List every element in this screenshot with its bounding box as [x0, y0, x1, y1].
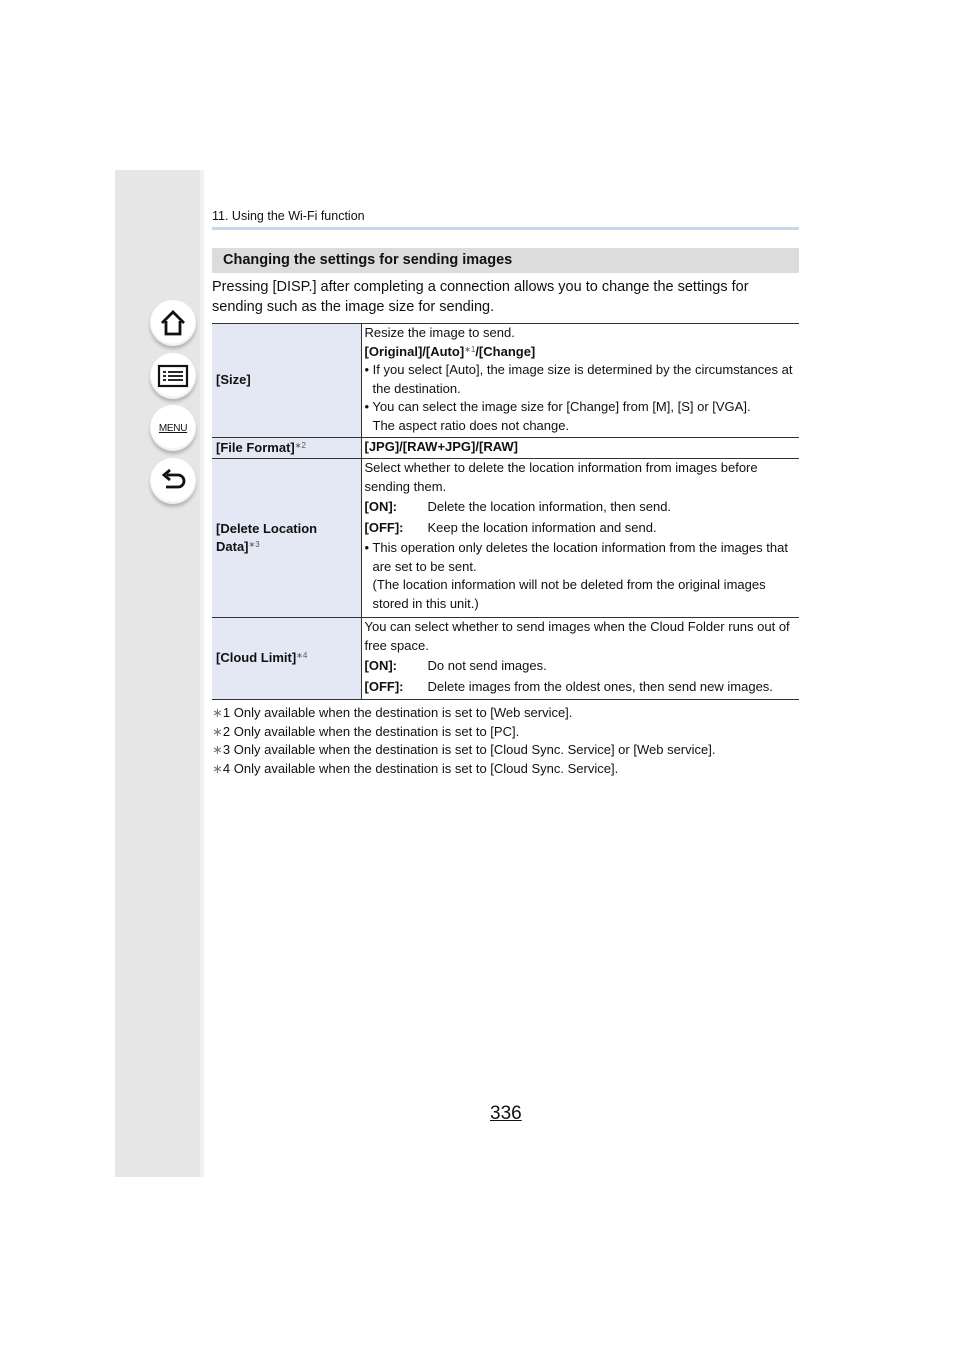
side-navigation-edge	[200, 170, 204, 1177]
menu-button[interactable]	[150, 405, 196, 451]
size-label-cell	[212, 324, 361, 438]
file-format-mark: ∗2	[294, 440, 306, 450]
footnote-2-mark: ∗	[212, 723, 223, 739]
size-options-a: [Original]/[Auto]	[364, 343, 465, 359]
size-options-b: /[Change]	[475, 343, 536, 359]
contents-button[interactable]	[150, 353, 196, 399]
table-row-size	[212, 324, 799, 438]
delete-location-off-option	[365, 519, 797, 538]
cloud-limit-label: [Cloud Limit]	[216, 650, 297, 666]
footnote-3-text: 3 Only available when the destination is set to [Cloud Sync. Service] or [Web service].	[222, 742, 716, 757]
size-label: [Size]	[216, 372, 251, 388]
footnote-1-mark: ∗	[212, 705, 223, 720]
return-arrow-icon	[158, 466, 188, 496]
cloud-limit-off-value: Delete images from the oldest ones, then send new images.	[427, 678, 773, 694]
cloud-limit-mark: ∗4	[296, 651, 308, 661]
delete-location-on-key: [ON]:	[364, 499, 397, 514]
header-rule	[212, 227, 799, 230]
size-bullet1: • If you select [Auto], the image size is determined by the circumstances at the destination.	[364, 362, 793, 396]
footnote-4	[212, 760, 799, 779]
footnote-1	[212, 704, 799, 723]
footnote-1-text: 1 Only available when the destination is set to [Web service].	[222, 705, 573, 720]
file-format-options: [JPG]/[RAW+JPG]/[RAW]	[361, 438, 799, 459]
menu-label: MENU	[158, 422, 188, 434]
delete-location-bullet1-cont: (The location information will not be deleted from the original images stored in this unit.)	[372, 577, 766, 611]
delete-location-on-value: Delete the location information, then send.	[427, 499, 672, 514]
footnotes	[212, 704, 799, 778]
cloud-limit-off-option	[365, 678, 797, 697]
delete-location-label: [Delete Location Data]	[216, 520, 318, 554]
size-options-mark: ∗1	[464, 344, 476, 354]
delete-location-on-option	[365, 498, 797, 517]
table-row-delete-location	[212, 459, 799, 618]
delete-location-bullet1: • This operation only deletes the location information from the images that are set to be sent.	[364, 540, 788, 574]
table-row-cloud-limit	[212, 618, 799, 700]
delete-location-label-cell	[212, 459, 361, 618]
delete-location-mark: ∗3	[248, 540, 260, 549]
size-desc-cell	[361, 324, 799, 438]
file-format-label-cell	[212, 438, 361, 459]
cloud-limit-label-cell	[212, 618, 361, 700]
intro-paragraph: Pressing [DISP.] after completing a connection allows you to change the settings for sending such as the image size for sending.	[212, 279, 749, 315]
cloud-limit-on-value: Do not send images.	[427, 658, 547, 673]
delete-location-line1: Select whether to delete the location information from images before sending them.	[364, 460, 758, 494]
footnote-4-mark: ∗	[212, 760, 223, 776]
back-button[interactable]	[150, 458, 196, 504]
footnote-3	[212, 741, 799, 760]
footnote-2	[212, 723, 799, 742]
home-icon	[158, 308, 188, 338]
list-icon	[157, 364, 189, 388]
size-options	[365, 343, 797, 362]
settings-table	[212, 323, 799, 700]
cloud-limit-line1: You can select whether to send images when the Cloud Folder runs out of free space.	[364, 619, 790, 653]
cloud-limit-on-option	[365, 657, 797, 676]
section-title: Changing the settings for sending images	[212, 248, 799, 273]
page-number: 336	[490, 1103, 522, 1124]
file-format-label: [File Format]	[216, 439, 295, 455]
size-bullet2-cont: The aspect ratio does not change.	[372, 417, 570, 433]
home-button[interactable]	[150, 300, 196, 346]
cloud-limit-on-key: [ON]:	[364, 658, 397, 673]
footnote-3-mark: ∗	[212, 742, 223, 757]
footnote-2-text: 2 Only available when the destination is set to [PC].	[222, 723, 520, 739]
delete-location-desc-cell	[361, 459, 799, 618]
size-line1: Resize the image to send.	[364, 325, 515, 340]
chapter-header: 11. Using the Wi-Fi function	[212, 209, 365, 223]
table-row-file-format	[212, 438, 799, 459]
cloud-limit-off-key: [OFF]:	[364, 678, 404, 694]
delete-location-off-key: [OFF]:	[364, 519, 404, 535]
footnote-4-text: 4 Only available when the destination is set to [Cloud Sync. Service].	[222, 760, 619, 776]
cloud-limit-desc-cell	[361, 618, 799, 700]
delete-location-off-value: Keep the location information and send.	[427, 519, 657, 535]
size-bullet2: • You can select the image size for [Change] from [M], [S] or [VGA].	[364, 399, 751, 414]
